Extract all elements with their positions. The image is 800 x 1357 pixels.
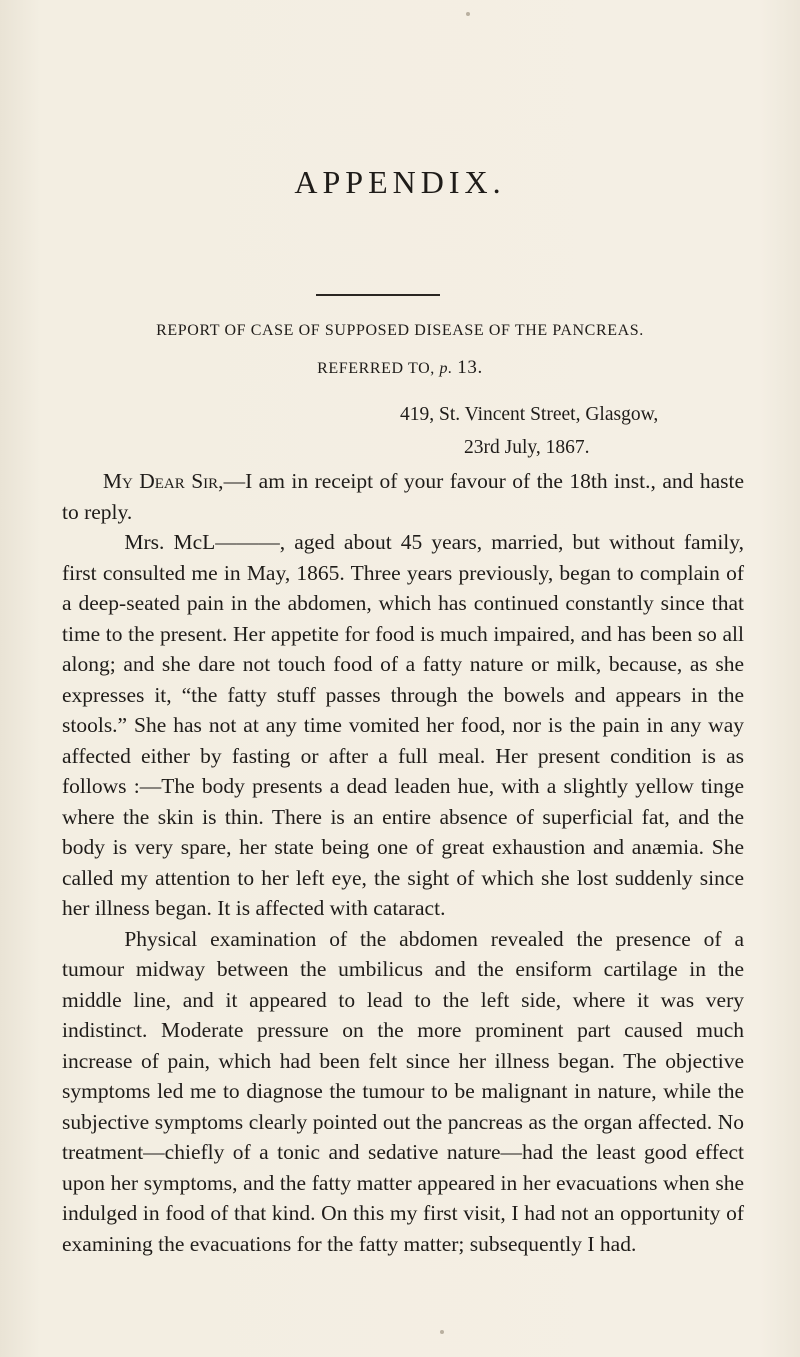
referred-prefix: REFERRED TO, <box>317 360 435 377</box>
letter-address: 419, St. Vincent Street, Glasgow, <box>400 404 659 425</box>
paragraph-1-text: —I am in receipt of your favour of the 18th inst., and haste to reply. <box>62 469 744 524</box>
referred-line <box>0 357 800 379</box>
page-abbrev: p. <box>439 360 453 377</box>
paragraph-1 <box>62 466 744 527</box>
paper-blemish <box>440 1330 444 1334</box>
letter-date: 23rd July, 1867. <box>464 437 590 458</box>
paragraph-3: Physical examination of the abdomen revealed the presence of a tumour midway between the umbilicus and the ensiform cartilage in the middle line, and it appeared to lead to the left side, where it was very indistinct. Moderate pressure on the more prominent part caused much increase of pain, which had been felt since her illness began. The objective symptoms led me to diagnose the tumour to be malignant in nature, while the subjective symptoms clearly pointed out the pancreas as the organ affected. No treatment—chiefly of a tonic and sedative nature—had the least good effect upon her symptoms, and the fatty matter appeared in her evacuations when she indulged in food of that kind. On this my first visit, I had not an opportunity of examining the evacuations for the fatty matter; subsequently I had. <box>62 926 744 1256</box>
salutation: My Dear Sir, <box>102 469 224 493</box>
paper-blemish <box>466 12 470 16</box>
appendix-heading: APPENDIX. <box>294 164 506 200</box>
page-number: 13. <box>457 357 483 378</box>
paragraph-2: Mrs. McL———, aged about 45 years, married, but without family, first consulted me in May, 1865. Three years previously, began to complain of a deep-seated pain in the abdomen, which has continued constantly since that time to the present. Her appetite for food is much impaired, and has been so all along; and she dare not touch food of a fatty nature or milk, because, as she expresses it, “the fatty stuff passes through the bowels and appears in the stools.” She has not at any time vomited her food, nor is the pain in any way affected either by fasting or after a full meal. Her present condition is as follows :—The body presents a dead leaden hue, with a slightly yellow tinge where the skin is thin. There is an entire absence of superficial fat, and the body is very spare, her state being one of great exhaustion and anæmia. She called my attention to her left eye, the sight of which she lost suddenly since her illness began. It is affected with cataract. <box>62 530 744 920</box>
divider-rule <box>316 294 440 296</box>
letter-body <box>62 466 744 1259</box>
report-title: REPORT OF CASE OF SUPPOSED DISEASE OF THE PANCREAS. <box>156 322 644 339</box>
